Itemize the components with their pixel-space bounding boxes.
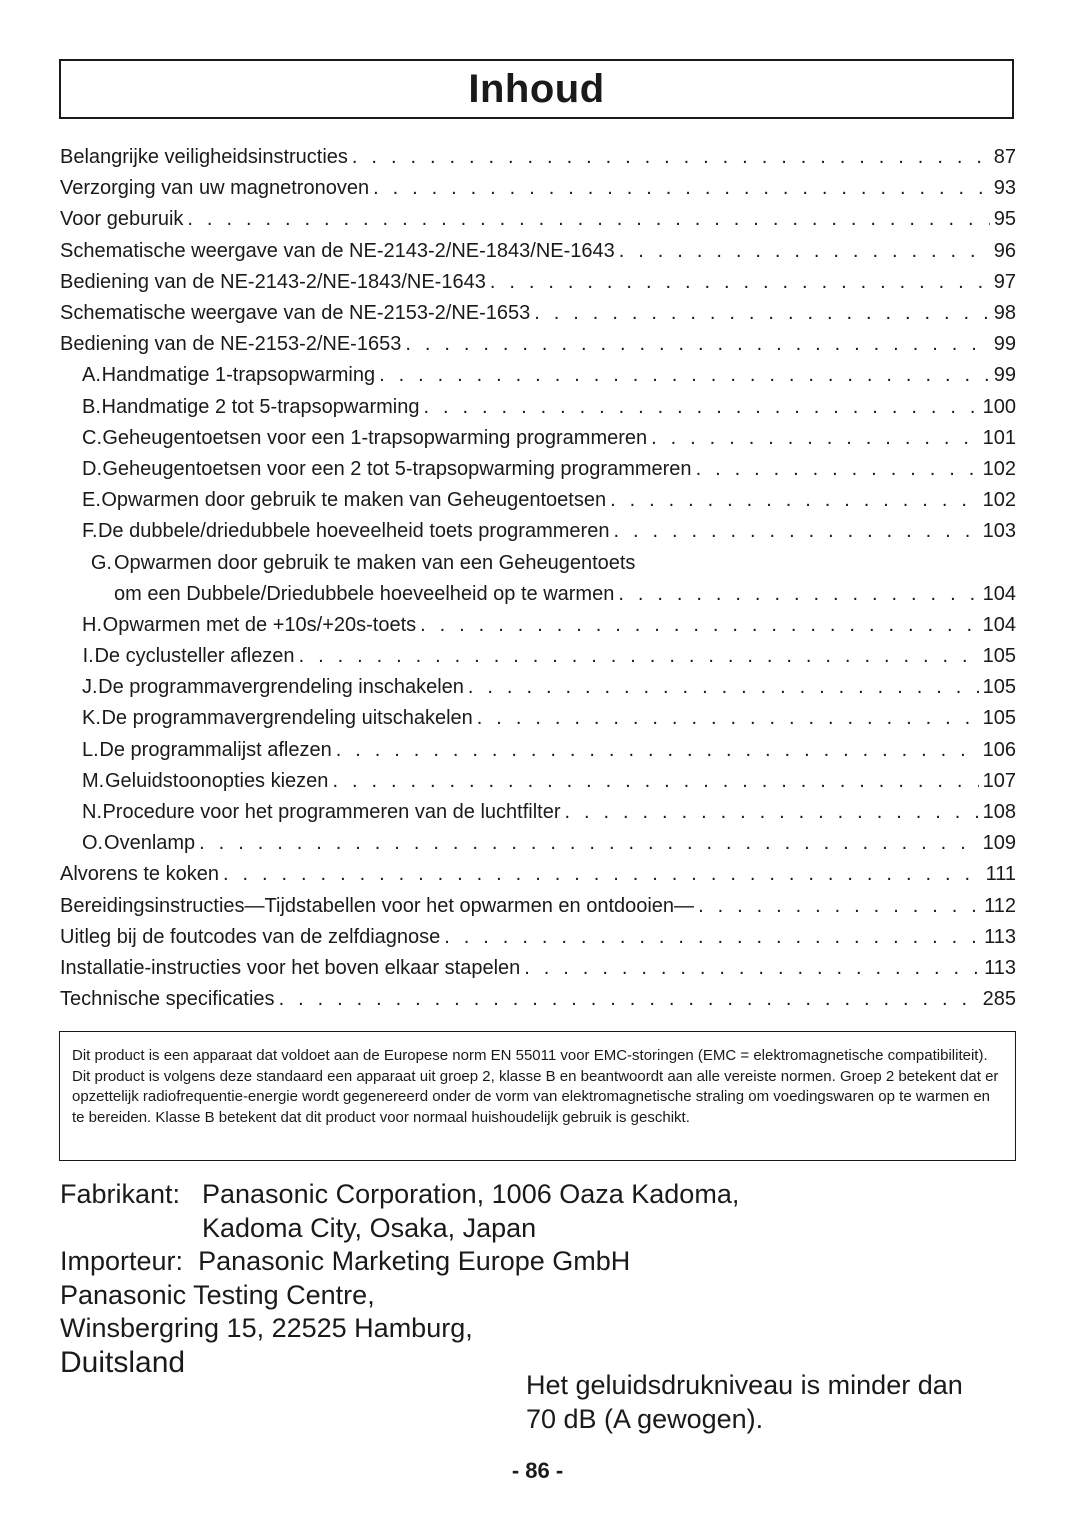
toc-entry-page: 111 [985,863,1016,886]
toc-entry [60,298,1016,329]
toc-entry-leader [468,676,979,699]
toc-entry-letter: A. [82,364,101,387]
toc-entry-page: 95 [993,208,1016,231]
toc-entry-title: Uitleg bij de foutcodes van de zelfdiagnose [60,925,441,948]
toc-entry-letter: F. [82,520,98,543]
toc-entry [60,891,1016,922]
toc-entry-title: Belangrijke veiligheidsinstructies [60,146,348,169]
toc-entry [60,267,1016,298]
toc-entry-leader [373,177,990,200]
toc-entry-letter: L. [82,738,99,761]
toc-entry-page: 106 [982,738,1016,761]
toc-entry-page: 109 [982,832,1016,855]
toc-entry-page: 105 [982,707,1016,730]
toc-entry-leader [352,146,990,169]
toc-entry-leader [490,271,990,294]
toc-entry-title: De programmalijst aflezen [99,738,332,761]
toc-entry-page: 113 [984,956,1016,979]
toc-entry-title: Bediening van de NE-2143-2/NE-1843/NE-1643 [60,270,486,293]
toc-entry-title: Alvorens te koken [60,863,219,886]
emc-notice-box [59,1031,1016,1161]
toc-entry-leader [420,614,978,637]
toc-entry-letter: J. [82,676,98,699]
toc-entry [60,516,1016,547]
toc-entry [60,236,1016,267]
importer-line [60,1245,739,1279]
toc-entry-title: Handmatige 1-trapsopwarming [101,364,376,387]
toc-entry [60,142,1016,173]
toc-entry [60,392,1016,423]
toc-entry-page: 104 [982,613,1016,636]
toc-entry-title: Schematische weergave van de NE-2153-2/NE-1653 [60,302,531,325]
toc-entry-leader [610,489,979,512]
toc-entry-page: 104 [982,582,1016,605]
page-title: Inhoud [468,66,605,111]
toc-entry-title: De cyclusteller aflezen [94,645,295,668]
toc-entry-page: 97 [993,270,1016,293]
toc-entry-leader [619,240,990,263]
toc-entry-page: 96 [993,239,1016,262]
importer-country: Duitsland [60,1345,186,1379]
title-box [59,59,1014,119]
toc-entry-leader [698,895,980,918]
toc-entry-leader [379,364,990,387]
toc-entry-title: Opwarmen door gebruik te maken van een Geheugentoets [114,551,636,574]
manufacturer-line [60,1178,739,1212]
toc-entry-letter: G. [90,551,112,574]
toc-entry-leader [405,333,989,356]
toc-entry [60,360,1016,391]
toc-entry [60,828,1016,859]
toc-entry-leader [424,396,979,419]
noise-line1: Het geluidsdrukniveau is minder dan [526,1370,963,1400]
toc-entry-page: 93 [993,177,1016,200]
manufacturer-address-line2: Kadoma City, Osaka, Japan [202,1212,537,1243]
toc-entry-title: Geluidstoonopties kiezen [104,769,329,792]
page-number: - 86 - [511,1458,564,1483]
toc-entry-letter: C. [82,426,102,449]
toc-entry [60,329,1016,360]
toc-entry-title: om een Dubbele/Driedubbele hoeveelheid op te warmen [114,582,615,605]
toc-entry-title: Installatie-instructies voor het boven elkaar stapelen [60,956,521,979]
toc-entry-title: Ovenlamp [104,832,196,855]
toc-entry-page: 101 [982,426,1016,449]
importer-label: Importeur: [60,1246,184,1276]
toc-entry-page: 102 [982,489,1016,512]
toc-entry-page: 99 [993,333,1016,356]
toc-entry [60,859,1016,890]
toc-entry-page: 112 [984,894,1016,917]
toc-entry-title: Geheugentoetsen voor een 2 tot 5-trapsopwarming programmeren [102,457,692,480]
toc-entry-leader [332,770,978,793]
toc-entry [60,454,1016,485]
toc-entry-letter: E. [82,489,101,512]
toc-entry-page: 87 [993,146,1016,169]
emc-notice-text: Dit product is een apparaat dat voldoet aan de Europese norm EN 55011 voor EMC-storingen (EMC = elektromagnetische compatibiliteit). Dit product is volgens deze standaard een apparaat uit groep 2, klasse B en beantwoordt aan alle vereiste normen. Groep 2 betekent dat er opzettelijk radiofrequentie-energie wordt gegenereerd onder de vorm van elektromagnetische straling om voedingswaren op te warmen en te bereiden. Klasse B betekent dat dit product voor normaal huishoudelijk gebruik is geschikt. [72,1047,999,1126]
toc-entry [60,953,1016,984]
toc-entry [60,703,1016,734]
toc-entry-leader [651,427,978,450]
toc-entry-title: De programmavergrendeling inschakelen [98,676,464,699]
toc-entry-letter: O. [82,832,104,855]
toc-entry-page: 105 [982,645,1016,668]
toc-entry [60,922,1016,953]
toc-entry-title: Schematische weergave van de NE-2143-2/NE-1843/NE-1643 [60,239,615,262]
toc-entry-title: De dubbele/driedubbele hoeveelheid toets programmeren [97,520,610,543]
toc-entry-title: Geheugentoetsen voor een 1-trapsopwarming programmeren [102,426,648,449]
toc-entry-title: Verzorging van uw magnetronoven [60,177,370,200]
noise-level-note [526,1368,963,1436]
toc-entry [60,984,1016,1015]
toc-entry [60,423,1016,454]
toc-entry [60,204,1016,235]
manufacturer-label: Fabrikant: [60,1179,181,1209]
toc-entry-letter: M. [82,769,105,792]
toc-entry-title: Bediening van de NE-2153-2/NE-1653 [60,333,402,356]
toc-entry-title: Handmatige 2 tot 5-trapsopwarming [101,395,420,418]
toc-entry-leader [199,832,978,855]
importer-address-line3: Winsbergring 15, 22525 Hamburg, [60,1313,473,1343]
toc-entry-page: 285 [982,988,1016,1011]
toc-entry-leader [299,645,979,668]
toc-entry-title: Bereidingsinstructies—Tijdstabellen voor het opwarmen en ontdooien— [60,894,695,917]
toc-entry-page: 113 [984,925,1016,948]
toc-entry [60,641,1016,672]
toc-entry-letter: N. [82,801,102,824]
importer-name: Panasonic Marketing Europe GmbH [198,1246,631,1276]
toc-entry-leader [613,520,978,543]
toc-entry-leader [477,707,979,730]
toc-entry-leader [223,863,982,886]
toc-entry-leader [187,208,989,231]
noise-line2: 70 dB (A gewogen). [526,1404,764,1434]
toc-entry-leader [534,302,989,325]
toc-entry-page: 100 [982,395,1016,418]
toc-entry-page: 107 [982,769,1016,792]
manufacturer-info [60,1178,739,1379]
toc-entry-page: 105 [982,676,1016,699]
toc-entry [60,173,1016,204]
toc-entry [60,485,1016,516]
toc-entry-title: Voor geburuik [60,208,184,231]
toc-entry-leader [524,957,980,980]
toc-entry [60,797,1016,828]
toc-entry-leader [618,583,978,606]
toc-entry-leader [696,458,979,481]
toc-entry-letter: D. [82,457,102,480]
toc-entry [60,672,1016,703]
toc-entry [60,547,1016,578]
toc-entry [60,735,1016,766]
importer-address-line2: Panasonic Testing Centre, [60,1279,375,1310]
toc-entry-leader [336,739,979,762]
toc-entry-leader [564,801,978,824]
toc-entry-title: De programmavergrendeling uitschakelen [101,707,473,730]
toc-entry-title: Technische specificaties [60,988,275,1011]
toc-entry-page: 103 [982,520,1016,543]
toc-entry-letter: B. [82,395,101,418]
toc-entry-leader [279,988,979,1011]
toc-entry-letter: I. [82,645,94,668]
table-of-contents [60,142,1016,1015]
toc-entry-page: 99 [993,364,1016,387]
manufacturer-address-line1: Panasonic Corporation, 1006 Oaza Kadoma, [202,1179,740,1209]
toc-entry-title: Opwarmen met de +10s/+20s-toets [102,613,417,636]
toc-entry [60,766,1016,797]
toc-entry [60,610,1016,641]
toc-entry-title: Opwarmen door gebruik te maken van Geheugentoetsen [101,489,607,512]
toc-entry-title: Procedure voor het programmeren van de luchtfilter [102,801,561,824]
toc-entry-page: 98 [993,302,1016,325]
toc-entry-page: 108 [982,801,1016,824]
toc-entry-letter: K. [82,707,101,730]
toc-entry-letter: H. [82,613,102,636]
toc-entry [60,579,1016,610]
toc-entry-page: 102 [982,457,1016,480]
toc-entry-leader [444,926,980,949]
